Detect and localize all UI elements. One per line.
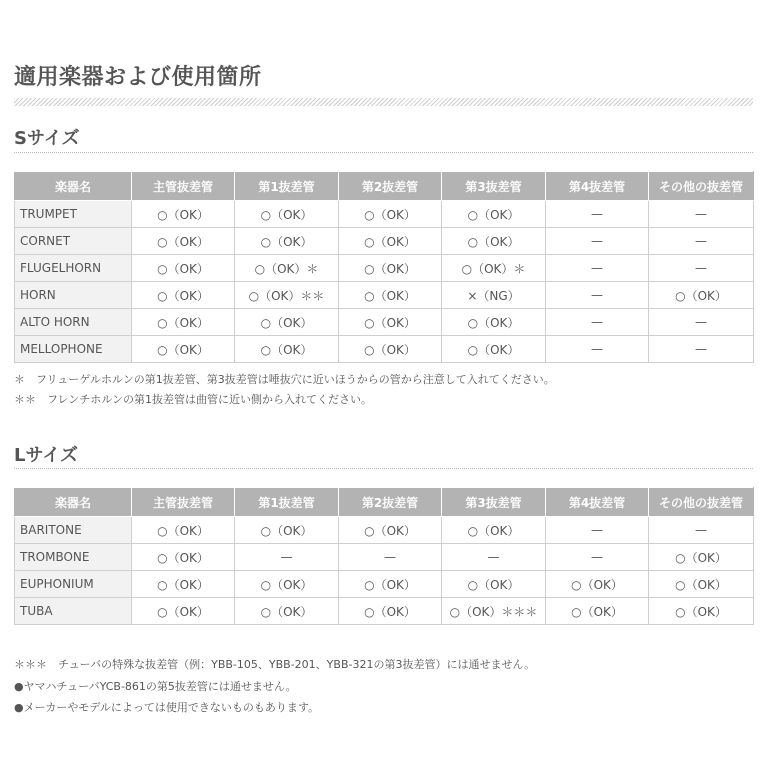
table-cell: ○（OK） bbox=[649, 282, 754, 309]
table-cell: ○（OK） bbox=[339, 255, 442, 282]
table-cell: ○（OK）＊ bbox=[235, 255, 339, 282]
table-row bbox=[15, 598, 754, 625]
header-instrument: 楽器名 bbox=[15, 488, 132, 517]
table-cell: ○（OK） bbox=[339, 309, 442, 336]
table-row bbox=[15, 282, 754, 309]
instrument-name: BARITONE bbox=[15, 517, 132, 544]
table-cell: ○（OK） bbox=[132, 517, 235, 544]
l-size-divider bbox=[14, 468, 753, 469]
table-cell: ○（OK） bbox=[442, 571, 546, 598]
table-cell: ○（OK） bbox=[132, 598, 235, 625]
table-cell: ○（OK） bbox=[132, 282, 235, 309]
table-cell: ○（OK） bbox=[235, 228, 339, 255]
l-size-table bbox=[14, 487, 754, 625]
table-cell: ○（OK） bbox=[546, 571, 649, 598]
table-cell: ○（OK） bbox=[235, 598, 339, 625]
table-row bbox=[15, 571, 754, 598]
table-cell: ○（OK）＊＊ bbox=[235, 282, 339, 309]
table-cell: — bbox=[442, 544, 546, 571]
table-cell: ○（OK） bbox=[442, 309, 546, 336]
page-title: 適用楽器および使用箇所 bbox=[14, 65, 262, 90]
header-fourth-slide: 第4抜差管 bbox=[546, 488, 649, 517]
header-fourth-slide: 第4抜差管 bbox=[546, 172, 649, 201]
s-size-note-horn: ＊＊ フレンチホルンの第1抜差管は曲管に近い側から入れてください。 bbox=[14, 393, 373, 406]
l-size-heading: Lサイズ bbox=[14, 445, 79, 466]
header-other-slides: その他の抜差管 bbox=[649, 488, 754, 517]
table-cell: ○（OK） bbox=[132, 309, 235, 336]
table-cell: ○（OK） bbox=[235, 336, 339, 363]
table-row bbox=[15, 517, 754, 544]
table-cell: ○（OK）＊＊＊ bbox=[442, 598, 546, 625]
table-row bbox=[15, 201, 754, 228]
header-main-slide: 主管抜差管 bbox=[132, 488, 235, 517]
table-row bbox=[15, 544, 754, 571]
table-cell: ○（OK） bbox=[339, 336, 442, 363]
table-cell: ○（OK） bbox=[235, 517, 339, 544]
table-cell: ○（OK） bbox=[442, 228, 546, 255]
instrument-name: TRUMPET bbox=[15, 201, 132, 228]
s-size-heading: Sサイズ bbox=[14, 128, 80, 149]
table-cell: ○（OK） bbox=[132, 228, 235, 255]
l-size-note-tuba-special: ＊＊＊ チューバの特殊な抜差管（例：YBB-105、YBB-201、YBB-321の第3抜差管）には通せません。 bbox=[14, 658, 536, 671]
header-second-slide: 第2抜差管 bbox=[339, 488, 442, 517]
table-cell: ○（OK） bbox=[235, 571, 339, 598]
title-stripe-divider bbox=[14, 98, 753, 106]
table-cell: — bbox=[546, 228, 649, 255]
table-cell: — bbox=[235, 544, 339, 571]
s-size-note-flugelhorn: ＊ フリューゲルホルンの第1抜差管、第3抜差管は唾抜穴に近いほうからの管から注意して入れてください。 bbox=[14, 373, 555, 386]
table-cell: — bbox=[339, 544, 442, 571]
table-cell: — bbox=[649, 309, 754, 336]
table-cell: ○（OK） bbox=[235, 309, 339, 336]
table-cell: — bbox=[546, 255, 649, 282]
table-header-row bbox=[15, 172, 754, 201]
instrument-name: TROMBONE bbox=[15, 544, 132, 571]
table-row bbox=[15, 228, 754, 255]
l-size-note-ycb861: ●ヤマハチューバYCB-861の第5抜差管には通せません。 bbox=[14, 680, 297, 693]
header-first-slide: 第1抜差管 bbox=[235, 488, 339, 517]
table-cell: ○（OK） bbox=[132, 571, 235, 598]
header-third-slide: 第3抜差管 bbox=[442, 488, 546, 517]
table-cell: — bbox=[649, 228, 754, 255]
instrument-name: ALTO HORN bbox=[15, 309, 132, 336]
table-cell: ○（OK） bbox=[132, 255, 235, 282]
l-size-note-makers: ●メーカーやモデルによっては使用できないものもあります。 bbox=[14, 701, 319, 714]
instrument-name: CORNET bbox=[15, 228, 132, 255]
instrument-name: TUBA bbox=[15, 598, 132, 625]
table-cell: — bbox=[649, 517, 754, 544]
table-cell: ○（OK） bbox=[649, 571, 754, 598]
table-cell: ○（OK） bbox=[442, 336, 546, 363]
table-cell: — bbox=[546, 517, 649, 544]
table-cell: ○（OK） bbox=[339, 598, 442, 625]
table-cell: ○（OK） bbox=[339, 571, 442, 598]
table-cell: ○（OK） bbox=[339, 517, 442, 544]
header-instrument: 楽器名 bbox=[15, 172, 132, 201]
table-cell: ○（OK） bbox=[339, 201, 442, 228]
table-row bbox=[15, 336, 754, 363]
instrument-name: EUPHONIUM bbox=[15, 571, 132, 598]
table-cell: ○（OK） bbox=[339, 282, 442, 309]
table-cell: ○（OK） bbox=[649, 544, 754, 571]
table-cell: ○（OK） bbox=[132, 336, 235, 363]
table-cell: ○（OK） bbox=[132, 544, 235, 571]
s-size-divider bbox=[14, 152, 753, 153]
table-cell: ○（OK） bbox=[339, 228, 442, 255]
instrument-name: HORN bbox=[15, 282, 132, 309]
table-cell: — bbox=[546, 309, 649, 336]
table-cell: — bbox=[649, 336, 754, 363]
table-cell: ○（OK） bbox=[132, 201, 235, 228]
table-cell: ×（NG） bbox=[442, 282, 546, 309]
table-cell: ○（OK） bbox=[235, 201, 339, 228]
table-cell: ○（OK）＊ bbox=[442, 255, 546, 282]
table-cell: ○（OK） bbox=[546, 598, 649, 625]
table-cell: — bbox=[546, 544, 649, 571]
instrument-name: MELLOPHONE bbox=[15, 336, 132, 363]
s-size-table bbox=[14, 171, 754, 363]
instrument-name: FLUGELHORN bbox=[15, 255, 132, 282]
table-cell: — bbox=[546, 282, 649, 309]
header-other-slides: その他の抜差管 bbox=[649, 172, 754, 201]
table-row bbox=[15, 309, 754, 336]
table-cell: — bbox=[546, 201, 649, 228]
table-cell: ○（OK） bbox=[649, 598, 754, 625]
table-row bbox=[15, 255, 754, 282]
table-cell: — bbox=[546, 336, 649, 363]
table-cell: ○（OK） bbox=[442, 517, 546, 544]
header-main-slide: 主管抜差管 bbox=[132, 172, 235, 201]
header-third-slide: 第3抜差管 bbox=[442, 172, 546, 201]
header-first-slide: 第1抜差管 bbox=[235, 172, 339, 201]
table-cell: ○（OK） bbox=[442, 201, 546, 228]
header-second-slide: 第2抜差管 bbox=[339, 172, 442, 201]
table-cell: — bbox=[649, 201, 754, 228]
table-header-row bbox=[15, 488, 754, 517]
table-cell: — bbox=[649, 255, 754, 282]
